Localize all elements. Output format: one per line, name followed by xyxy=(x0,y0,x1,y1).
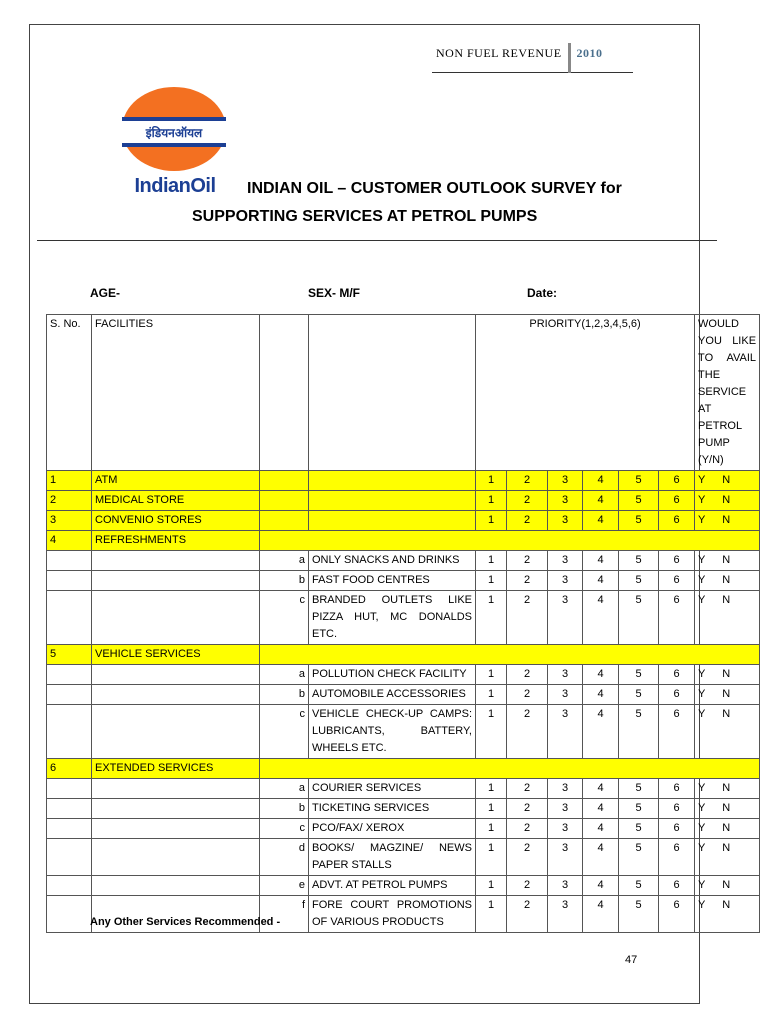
sub-item-description: PCO/FAX/ XEROX xyxy=(309,819,476,839)
sub-item-letter: c xyxy=(260,705,309,759)
page-number: 47 xyxy=(625,954,638,966)
empty-cell xyxy=(92,819,260,839)
yes-no-option: Y N xyxy=(695,511,760,531)
yes-no-option: Y N xyxy=(695,665,760,685)
priority-option: 1 xyxy=(476,571,507,591)
priority-option: 1 xyxy=(476,591,507,645)
facility-name: REFRESHMENTS xyxy=(92,531,260,551)
yes-no-option: Y N xyxy=(695,799,760,819)
empty-cell xyxy=(260,511,309,531)
facility-name: EXTENDED SERVICES xyxy=(92,759,260,779)
sub-facility-row xyxy=(47,591,760,645)
priority-option: 3 xyxy=(548,665,583,685)
sub-item-description: BOOKS/ MAGZINE/ NEWS PAPER STALLS xyxy=(309,839,476,876)
priority-option: 1 xyxy=(476,799,507,819)
yes-no-option: Y N xyxy=(695,705,760,759)
priority-option: 5 xyxy=(619,665,659,685)
priority-option: 3 xyxy=(548,685,583,705)
priority-option: 5 xyxy=(619,839,659,876)
priority-option: 4 xyxy=(583,839,619,876)
priority-option: 1 xyxy=(476,779,507,799)
empty-cell xyxy=(92,705,260,759)
priority-option: 5 xyxy=(619,571,659,591)
priority-option: 5 xyxy=(619,551,659,571)
empty-cell xyxy=(92,839,260,876)
facility-row xyxy=(47,531,760,551)
priority-option: 3 xyxy=(548,779,583,799)
yes-no-option: Y N xyxy=(695,896,760,933)
sub-facility-row xyxy=(47,819,760,839)
priority-option: 2 xyxy=(507,779,548,799)
survey-title-line2: SUPPORTING SERVICES AT PETROL PUMPS xyxy=(192,208,538,225)
priority-option: 2 xyxy=(507,876,548,896)
priority-option: 3 xyxy=(548,705,583,759)
priority-option: 6 xyxy=(659,471,695,491)
logo-disc xyxy=(122,87,226,171)
sub-item-description: ONLY SNACKS AND DRINKS xyxy=(309,551,476,571)
priority-option: 4 xyxy=(583,471,619,491)
row-number: 5 xyxy=(47,645,92,665)
priority-option: 2 xyxy=(507,799,548,819)
priority-option: 3 xyxy=(548,876,583,896)
survey-title-line1: INDIAN OIL – CUSTOMER OUTLOOK SURVEY for xyxy=(247,180,622,197)
priority-option: 4 xyxy=(583,551,619,571)
empty-cell xyxy=(92,571,260,591)
priority-option: 1 xyxy=(476,665,507,685)
sub-item-letter: e xyxy=(260,876,309,896)
priority-option: 6 xyxy=(659,491,695,511)
sub-item-description: TICKETING SERVICES xyxy=(309,799,476,819)
yes-no-option: Y N xyxy=(695,819,760,839)
category-fill xyxy=(260,645,760,665)
priority-option: 5 xyxy=(619,819,659,839)
header-facilities: FACILITIES xyxy=(92,315,260,471)
yes-no-option: Y N xyxy=(695,839,760,876)
title-rule xyxy=(37,240,717,241)
priority-option: 3 xyxy=(548,799,583,819)
empty-cell xyxy=(92,551,260,571)
other-services-label: Any Other Services Recommended - xyxy=(90,916,281,928)
sub-item-description: VEHICLE CHECK-UP CAMPS: LUBRICANTS, BATTERY, WHEELS ETC. xyxy=(309,705,476,759)
priority-option: 4 xyxy=(583,705,619,759)
priority-option: 3 xyxy=(548,471,583,491)
yes-no-option: Y N xyxy=(695,779,760,799)
sub-facility-row xyxy=(47,779,760,799)
empty-cell xyxy=(92,685,260,705)
sub-item-letter: a xyxy=(260,551,309,571)
row-number: 6 xyxy=(47,759,92,779)
priority-option: 2 xyxy=(507,491,548,511)
yes-no-option: Y N xyxy=(695,551,760,571)
facility-name: VEHICLE SERVICES xyxy=(92,645,260,665)
sub-item-description: BRANDED OUTLETS LIKE PIZZA HUT, MC DONALDS ETC. xyxy=(309,591,476,645)
priority-option: 3 xyxy=(548,491,583,511)
sub-item-letter: c xyxy=(260,591,309,645)
sub-item-letter: d xyxy=(260,839,309,876)
row-number: 3 xyxy=(47,511,92,531)
facility-row xyxy=(47,759,760,779)
row-number: 4 xyxy=(47,531,92,551)
yes-no-option: Y N xyxy=(695,491,760,511)
priority-option: 2 xyxy=(507,665,548,685)
priority-option: 1 xyxy=(476,551,507,571)
priority-option: 6 xyxy=(659,551,695,571)
priority-option: 6 xyxy=(659,685,695,705)
priority-option: 5 xyxy=(619,705,659,759)
priority-option: 3 xyxy=(548,571,583,591)
sub-item-description: POLLUTION CHECK FACILITY xyxy=(309,665,476,685)
category-fill xyxy=(260,759,760,779)
empty-cell xyxy=(309,491,476,511)
empty-cell xyxy=(47,571,92,591)
priority-option: 2 xyxy=(507,571,548,591)
priority-option: 1 xyxy=(476,685,507,705)
priority-option: 4 xyxy=(583,491,619,511)
yes-no-option: Y N xyxy=(695,471,760,491)
priority-option: 6 xyxy=(659,665,695,685)
sub-facility-row xyxy=(47,665,760,685)
priority-option: 3 xyxy=(548,591,583,645)
empty-cell xyxy=(47,799,92,819)
priority-option: 5 xyxy=(619,779,659,799)
empty-cell xyxy=(260,491,309,511)
logo-wordmark: IndianOil xyxy=(134,175,216,197)
running-header xyxy=(432,43,633,73)
survey-table-body xyxy=(47,315,760,933)
priority-option: 4 xyxy=(583,876,619,896)
priority-option: 4 xyxy=(583,511,619,531)
facility-name: MEDICAL STORE xyxy=(92,491,260,511)
priority-option: 4 xyxy=(583,896,619,933)
priority-option: 1 xyxy=(476,491,507,511)
sub-item-description: COURIER SERVICES xyxy=(309,779,476,799)
priority-option: 3 xyxy=(548,896,583,933)
sub-item-letter: c xyxy=(260,819,309,839)
priority-option: 4 xyxy=(583,819,619,839)
sub-facility-row xyxy=(47,799,760,819)
sub-item-letter: b xyxy=(260,799,309,819)
yes-no-option: Y N xyxy=(695,876,760,896)
row-number: 1 xyxy=(47,471,92,491)
priority-option: 3 xyxy=(548,839,583,876)
priority-option: 2 xyxy=(507,819,548,839)
priority-option: 5 xyxy=(619,591,659,645)
priority-option: 5 xyxy=(619,511,659,531)
priority-option: 6 xyxy=(659,705,695,759)
empty-cell xyxy=(309,471,476,491)
empty-cell xyxy=(47,876,92,896)
priority-option: 2 xyxy=(507,685,548,705)
priority-option: 1 xyxy=(476,839,507,876)
header-year: 2010 xyxy=(571,43,633,73)
facility-row xyxy=(47,471,760,491)
priority-option: 3 xyxy=(548,819,583,839)
priority-option: 5 xyxy=(619,876,659,896)
facility-row xyxy=(47,645,760,665)
priority-option: 3 xyxy=(548,551,583,571)
facility-row xyxy=(47,511,760,531)
priority-option: 6 xyxy=(659,839,695,876)
priority-option: 6 xyxy=(659,799,695,819)
empty-cell xyxy=(92,665,260,685)
yes-no-option: Y N xyxy=(695,685,760,705)
age-label: AGE- xyxy=(90,286,120,300)
sub-facility-row xyxy=(47,705,760,759)
sub-item-letter: a xyxy=(260,779,309,799)
priority-option: 2 xyxy=(507,511,548,531)
priority-option: 1 xyxy=(476,471,507,491)
sub-item-letter: b xyxy=(260,571,309,591)
priority-option: 2 xyxy=(507,839,548,876)
facility-name: CONVENIO STORES xyxy=(92,511,260,531)
empty-cell xyxy=(47,705,92,759)
logo-hindi-text: इंडियनऑयल xyxy=(122,117,226,147)
empty-cell xyxy=(92,876,260,896)
sub-facility-row xyxy=(47,551,760,571)
sub-facility-row xyxy=(47,571,760,591)
facility-name: ATM xyxy=(92,471,260,491)
sub-item-letter: f xyxy=(260,896,309,933)
header-would: WOULD YOU LIKE TO AVAIL THE SERVICE AT PETROL PUMP (Y/N) xyxy=(695,315,760,471)
empty-cell xyxy=(260,471,309,491)
sex-label: SEX- M/F xyxy=(308,286,361,300)
priority-option: 2 xyxy=(507,551,548,571)
priority-option: 6 xyxy=(659,876,695,896)
empty-cell xyxy=(47,685,92,705)
sub-facility-row xyxy=(47,685,760,705)
priority-option: 1 xyxy=(476,876,507,896)
header-title: NON FUEL REVENUE xyxy=(432,43,568,73)
empty-cell xyxy=(309,511,476,531)
yes-no-option: Y N xyxy=(695,571,760,591)
header-blank xyxy=(260,315,309,471)
empty-cell xyxy=(47,551,92,571)
priority-option: 1 xyxy=(476,705,507,759)
priority-option: 4 xyxy=(583,779,619,799)
priority-option: 5 xyxy=(619,471,659,491)
priority-option: 4 xyxy=(583,591,619,645)
priority-option: 6 xyxy=(659,779,695,799)
priority-option: 5 xyxy=(619,685,659,705)
sub-facility-row xyxy=(47,876,760,896)
yes-no-option: Y N xyxy=(695,591,760,645)
date-label: Date: xyxy=(527,286,558,300)
header-priority: PRIORITY(1,2,3,4,5,6) xyxy=(476,315,695,471)
empty-cell xyxy=(47,665,92,685)
priority-option: 6 xyxy=(659,896,695,933)
priority-option: 3 xyxy=(548,511,583,531)
priority-option: 6 xyxy=(659,511,695,531)
header-sno: S. No. xyxy=(47,315,92,471)
priority-option: 6 xyxy=(659,571,695,591)
priority-option: 1 xyxy=(476,819,507,839)
row-number: 2 xyxy=(47,491,92,511)
empty-cell xyxy=(47,819,92,839)
priority-option: 6 xyxy=(659,591,695,645)
priority-option: 2 xyxy=(507,705,548,759)
empty-cell xyxy=(47,779,92,799)
priority-option: 2 xyxy=(507,591,548,645)
priority-option: 4 xyxy=(583,571,619,591)
empty-cell xyxy=(92,779,260,799)
sub-item-description: ADVT. AT PETROL PUMPS xyxy=(309,876,476,896)
survey-table xyxy=(46,314,760,933)
priority-option: 4 xyxy=(583,665,619,685)
table-header-row xyxy=(47,315,760,471)
empty-cell xyxy=(92,799,260,819)
empty-cell xyxy=(47,591,92,645)
sub-item-description: AUTOMOBILE ACCESSORIES xyxy=(309,685,476,705)
sub-item-description: FORE COURT PROMOTIONS OF VARIOUS PRODUCTS xyxy=(309,896,476,933)
header-blank xyxy=(309,315,476,471)
category-fill xyxy=(260,531,760,551)
priority-option: 4 xyxy=(583,799,619,819)
priority-option: 4 xyxy=(583,685,619,705)
priority-option: 5 xyxy=(619,491,659,511)
sub-item-letter: a xyxy=(260,665,309,685)
empty-cell xyxy=(47,896,92,933)
priority-option: 2 xyxy=(507,896,548,933)
priority-option: 1 xyxy=(476,511,507,531)
priority-option: 6 xyxy=(659,819,695,839)
priority-option: 2 xyxy=(507,471,548,491)
empty-cell xyxy=(47,839,92,876)
priority-option: 5 xyxy=(619,896,659,933)
facility-row xyxy=(47,491,760,511)
sub-item-description: FAST FOOD CENTRES xyxy=(309,571,476,591)
sub-item-letter: b xyxy=(260,685,309,705)
priority-option: 1 xyxy=(476,896,507,933)
priority-option: 5 xyxy=(619,799,659,819)
sub-facility-row xyxy=(47,839,760,876)
empty-cell xyxy=(92,591,260,645)
indianoil-logo xyxy=(120,87,230,202)
